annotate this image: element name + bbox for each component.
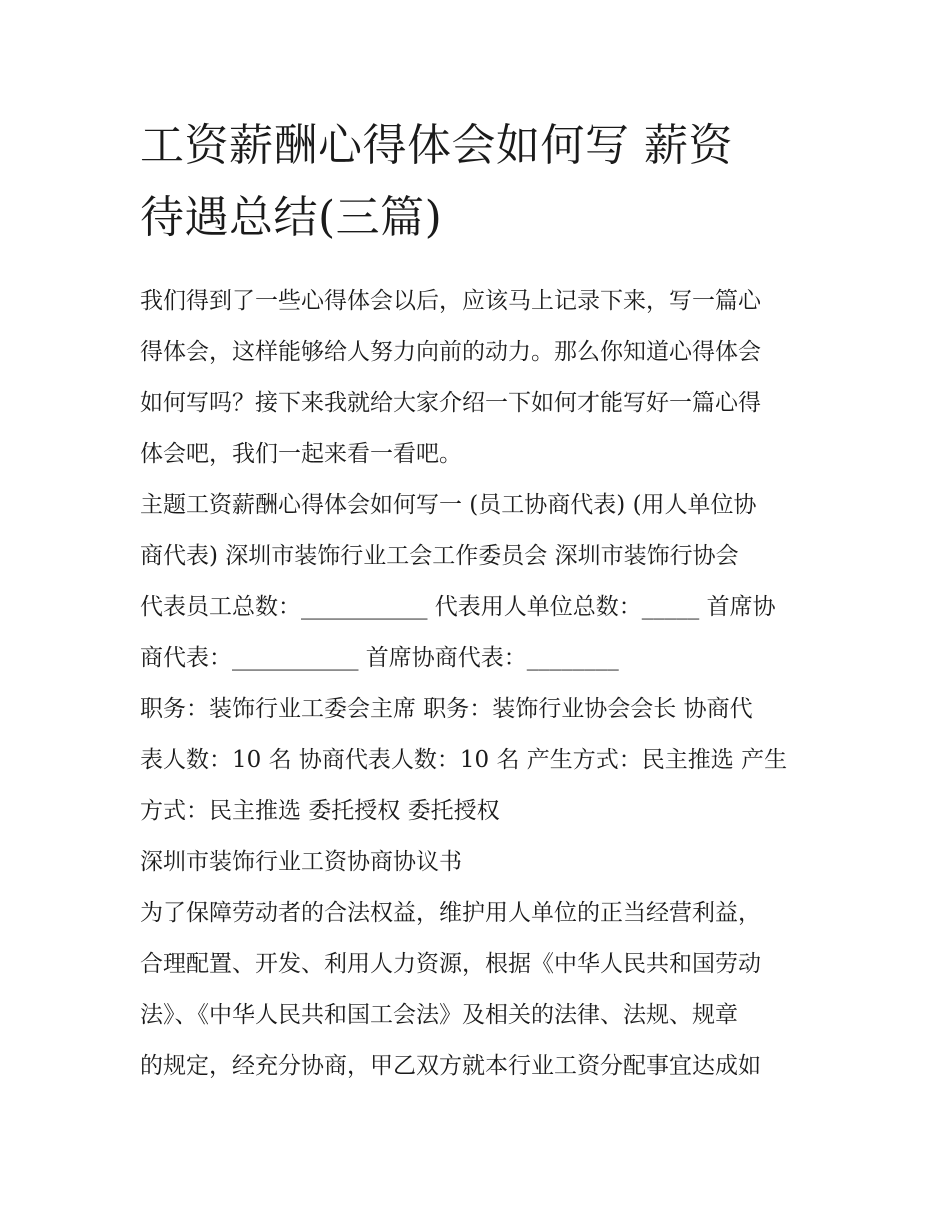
- representatives-paragraph: 主题工资薪酬心得体会如何写一 (员工协商代表) (用人单位协 商代表) 深圳市装饰行业工会工作委员会 深圳市装饰行协会 代表员工总数：___________ 代表用人单位总数：_____ 首席协 商代表：___________ 首席协商代表：________: [140, 492, 776, 671]
- positions-paragraph: 职务：装饰行业工委会主席 职务：装饰行业协会会长 协商代 表人数：10 名 协商代表人数：10 名 产生方式：民主推选 产生 方式：民主推选 委托授权 委托授权: [140, 696, 788, 824]
- agreement-paragraph: 为了保障劳动者的合法权益，维护用人单位的正当经营利益， 合理配置、开发、利用人力资源，根据《中华人民共和国劳动 法》、《中华人民共和国工会法》及相关的法律、法规、规章 的规定，经充分协商，甲乙双方就本行业工资分配事宜达成如: [140, 900, 761, 1079]
- document-title: 工资薪酬心得体会如何写 薪资 待遇总结(三篇): [140, 120, 733, 243]
- intro-paragraph: 我们得到了一些心得体会以后，应该马上记录下来，写一篇心 得体会，这样能够给人努力向前的动力。那么你知道心得体会 如何写吗？接下来我就给大家介绍一下如何才能写好一篇心得 体会吧，我们一起来看一看吧。: [140, 288, 761, 467]
- agreement-heading: 深圳市装饰行业工资协商协议书: [140, 849, 462, 875]
- document-body: [140, 110, 812, 1092]
